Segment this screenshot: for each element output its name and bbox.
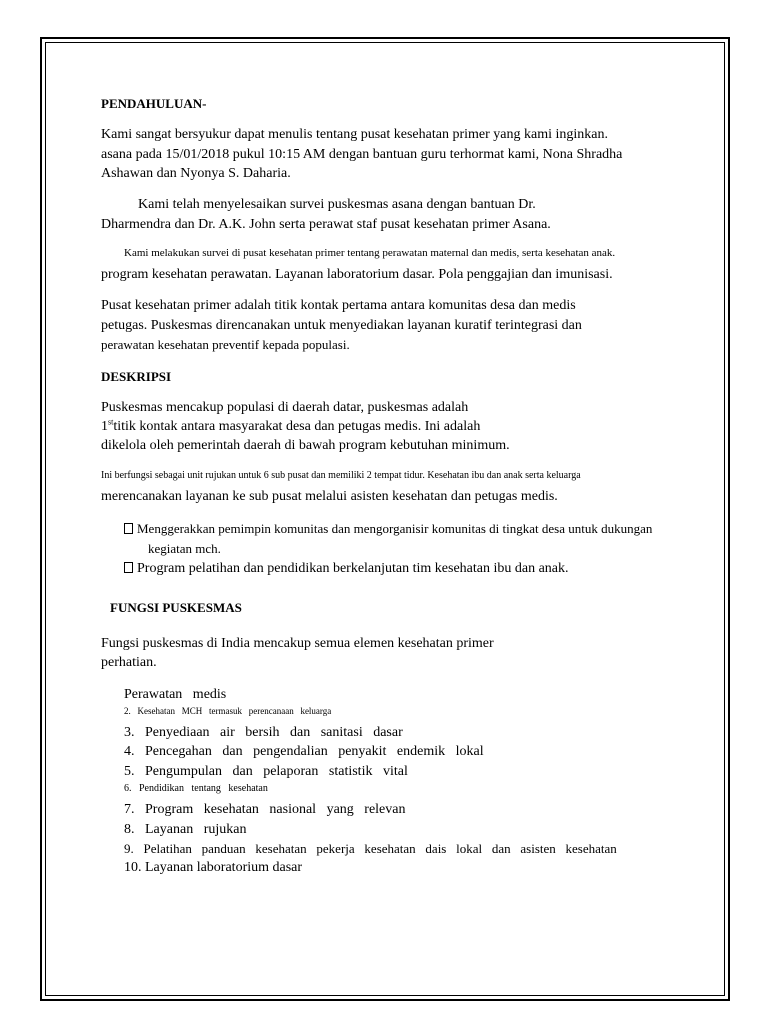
intro-heading: PENDAHULUAN-: [101, 96, 207, 111]
intro-p2-line: Dharmendra dan Dr. A.K. John serta perawat staf pusat kesehatan primer Asana.: [101, 217, 551, 232]
bullet-continuation: kegiatan mch.: [148, 541, 221, 556]
bullet-item: [124, 562, 569, 576]
intro-p2-line: Kami telah menyelesaikan survei puskesmas asana dengan bantuan Dr.: [138, 197, 536, 212]
func-list-item: 6. Pendidikan tentang kesehatan: [124, 783, 268, 794]
func-list-item: 7. Program kesehatan nasional yang relevan: [124, 802, 406, 817]
bullet-text: Menggerakkan pemimpin komunitas dan mengorganisir komunitas di tingkat desa untuk dukungan: [137, 521, 653, 536]
functions-heading: FUNGSI PUSKESMAS: [110, 600, 242, 615]
desc-p2-line: Ini berfungsi sebagai unit rujukan untuk 6 sub pusat dan memiliki 2 tempat tidur. Kesehatan ibu dan anak serta keluarga: [101, 470, 581, 481]
ordinal-suffix: st: [108, 417, 114, 427]
func-list-item: 10. Layanan laboratorium dasar: [124, 860, 303, 875]
intro-p4-line: Pusat kesehatan primer adalah titik kontak pertama antara komunitas desa dan medis: [101, 298, 576, 313]
func-list-item: 2. Kesehatan MCH termasuk perencanaan keluarga: [124, 706, 332, 716]
bullet-text: Program pelatihan dan pendidikan berkelanjutan tim kesehatan ibu dan anak.: [137, 561, 569, 576]
bullet-box-icon: [124, 562, 133, 573]
ordinal-number: 1: [101, 419, 108, 434]
func-list-item: 8. Layanan rujukan: [124, 822, 247, 837]
intro-p1-line: Ashawan dan Nyonya S. Daharia.: [101, 166, 291, 181]
intro-p4-line: petugas. Puskesmas direncanakan untuk menyediakan layanan kuratif terintegrasi dan: [101, 318, 582, 333]
func-list-item: 9. Pelatihan panduan kesehatan pekerja kesehatan dais lokal dan asisten kesehatan: [124, 841, 617, 856]
bullet-box-icon: [124, 523, 133, 534]
desc-p2-line: merencanakan layanan ke sub pusat melalui asisten kesehatan dan petugas medis.: [101, 489, 558, 504]
intro-p1-line: asana pada 15/01/2018 pukul 10:15 AM dengan bantuan guru terhormat kami, Nona Shradha: [101, 147, 623, 162]
intro-p3-line: program kesehatan perawatan. Layanan laboratorium dasar. Pola penggajian dan imunisasi.: [101, 267, 613, 282]
bullet-item: [124, 522, 652, 535]
intro-p1-line: Kami sangat bersyukur dapat menulis tentang pusat kesehatan primer yang kami inginkan.: [101, 127, 608, 142]
description-heading: DESKRIPSI: [101, 369, 172, 384]
intro-p4-line: perawatan kesehatan preventif kepada populasi.: [101, 337, 350, 352]
desc-p1-line-rest: titik kontak antara masyarakat desa dan petugas medis. Ini adalah: [113, 419, 481, 434]
desc-p1-line: dikelola oleh pemerintah daerah di bawah program kebutuhan minimum.: [101, 438, 510, 453]
desc-p1-line: Puskesmas mencakup populasi di daerah datar, puskesmas adalah: [101, 400, 469, 415]
intro-p3-line: Kami melakukan survei di pusat kesehatan primer tentang perawatan maternal dan medis, serta kesehatan anak.: [124, 247, 616, 259]
func-p1-line: perhatian.: [101, 655, 157, 670]
func-p1-line: Fungsi puskesmas di India mencakup semua elemen kesehatan primer: [101, 636, 494, 651]
func-list-item: Perawatan medis: [124, 687, 227, 702]
func-list-item: 5. Pengumpulan dan pelaporan statistik vital: [124, 764, 408, 779]
func-list-item: 4. Pencegahan dan pengendalian penyakit endemik lokal: [124, 744, 484, 759]
desc-p1-line: [101, 417, 481, 434]
func-list-item: 3. Penyediaan air bersih dan sanitasi dasar: [124, 725, 403, 740]
